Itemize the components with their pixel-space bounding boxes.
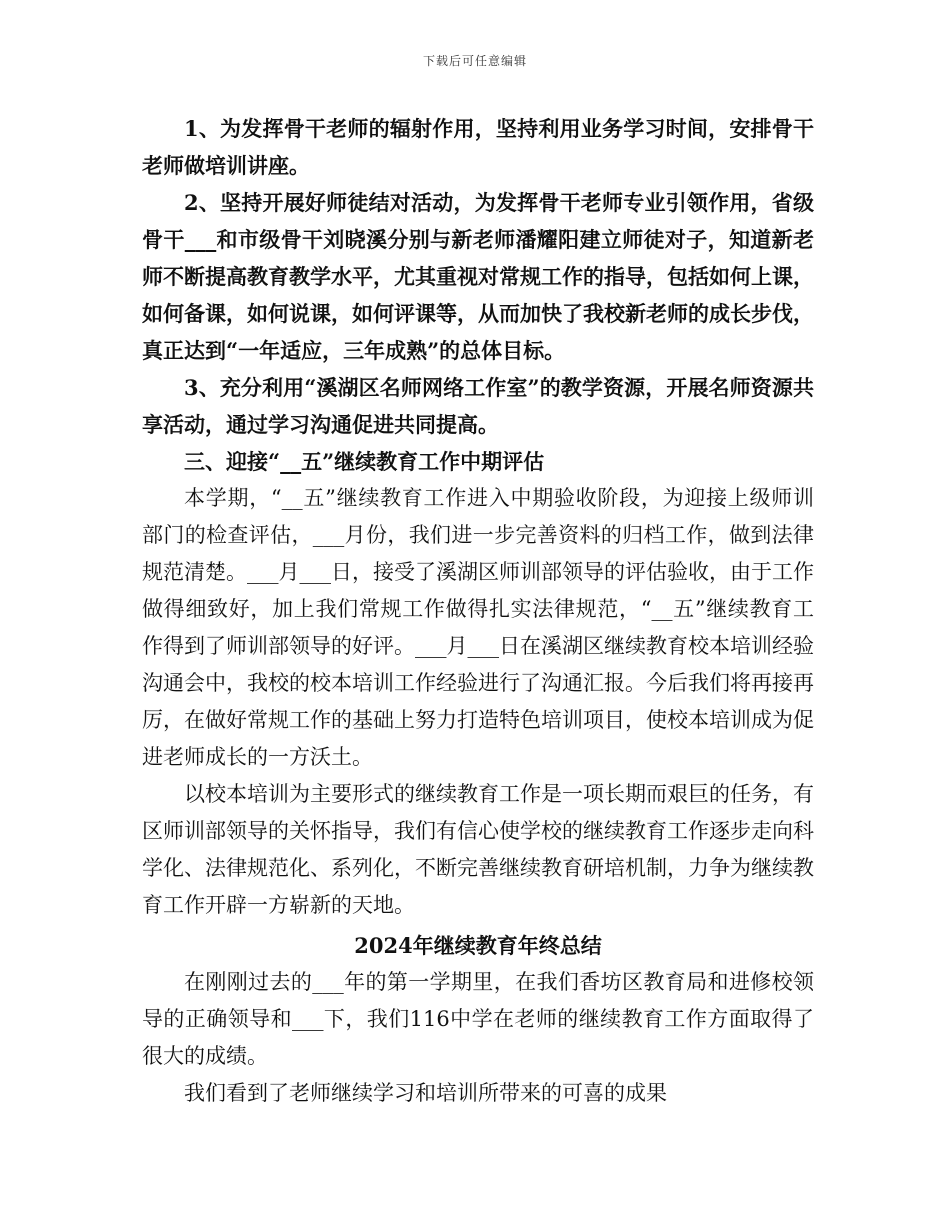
paragraph-2: 2、坚持开展好师徒结对活动，为发挥骨干老师专业引领作用，省级骨干___和市级骨干刘晓溪分别与新老师潘耀阳建立师徒对子，知道新老师不断提高教育教学水平，尤其重视对常规工作的指导，包括如何上课，如何备课，如何说课，如何评课等，从而加快了我校新老师的成长步伐，真正达到“一年适应，三年成熟”的总体目标。 (142, 190, 814, 363)
document-body (142, 110, 814, 1112)
paragraph-7: 我们看到了老师继续学习和培训所带来的可喜的成果 (184, 1081, 667, 1105)
paragraph-5: 以校本培训为主要形式的继续教育工作是一项长期而艰巨的任务，有区师训部领导的关怀指导，我们有信心使学校的继续教育工作逐步走向科学化、法律规范化、系列化，不断完善继续教育研培机制，力争为继续教育工作开辟一方崭新的天地。 (142, 782, 814, 917)
paragraph-6: 在刚刚过去的___年的第一学期里，在我们香坊区教育局和进修校领导的正确领导和___下，我们116中学在老师的继续教育工作方面取得了很大的成绩。 (142, 970, 814, 1068)
paragraph-4: 本学期，“__五”继续教育工作进入中期验收阶段，为迎接上级师训部门的检查评估，___月份，我们进一步完善资料的归档工作，做到法律规范清楚。___月___日，接受了溪湖区师训部领导的评估验收，由于工作做得细致好，加上我们常规工作做得扎实法律规范，“__五”继续教育工作得到了师训部领导的好评。___月___日在溪湖区继续教育校本培训经验沟通会中，我校的校本培训工作经验进行了沟通汇报。今后我们将再接再厉，在做好常规工作的基础上努力打造特色培训项目，使校本培训成为促进老师成长的一方沃土。 (142, 486, 814, 769)
document-title: 2024年继续教育年终总结 (354, 933, 602, 958)
section-heading-3: 三、迎接“__五”继续教育工作中期评估 (184, 449, 545, 474)
paragraph-1: 1、为发挥骨干老师的辐射作用，坚持利用业务学习时间，安排骨干老师做培训讲座。 (142, 116, 814, 178)
page-header: 下载后可任意编辑 (422, 54, 527, 68)
paragraph-3: 3、充分利用“溪湖区名师网络工作室”的教学资源，开展名师资源共享活动，通过学习沟通促进共同提高。 (142, 375, 814, 437)
